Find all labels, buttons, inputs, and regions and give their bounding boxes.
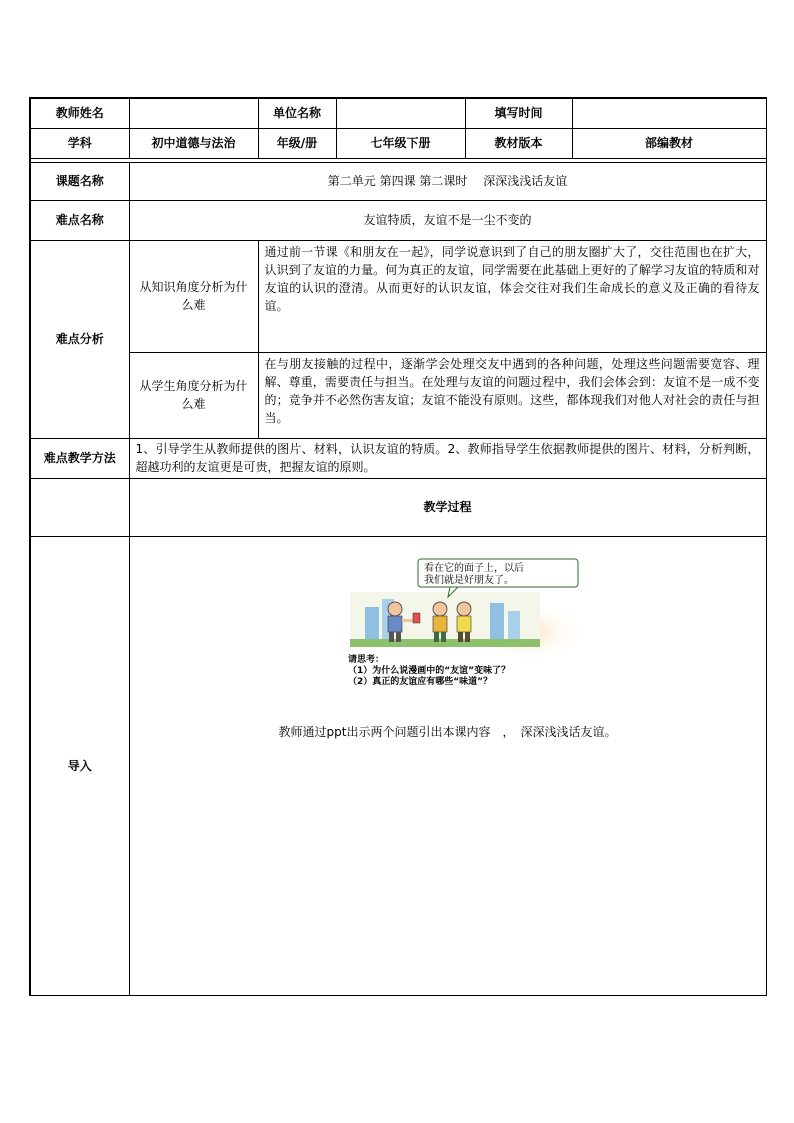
process-label-empty bbox=[30, 478, 129, 536]
process-title: 教学过程 bbox=[129, 478, 766, 536]
analysis-label: 难点分析 bbox=[30, 240, 129, 438]
question-1: （1）为什么说漫画中的“友谊”变味了？ bbox=[347, 665, 510, 676]
question-2: （2）真正的友谊应有哪些“味道”？ bbox=[347, 676, 492, 687]
cartoon-illustration bbox=[340, 557, 580, 687]
topic-value: 第二单元 第四课 第二课时 深深浅浅话友谊 bbox=[129, 162, 766, 200]
difficulty-value: 友谊特质，友谊不是一尘不变的 bbox=[129, 200, 766, 240]
building-4 bbox=[508, 611, 520, 642]
row-analysis-student bbox=[30, 352, 766, 438]
subject-value: 初中道德与法治 bbox=[129, 128, 258, 158]
row-difficulty bbox=[30, 200, 766, 240]
grade-value: 七年级下册 bbox=[336, 128, 465, 158]
unit-name-label: 单位名称 bbox=[258, 98, 336, 128]
student-angle-label: 从学生角度分析为什么难 bbox=[129, 352, 258, 438]
bubble-text-line-1: 看在它的面子上，以后 bbox=[423, 562, 524, 574]
unit-name-value[interactable] bbox=[336, 98, 465, 128]
row-teacher-info bbox=[30, 98, 766, 128]
knowledge-angle-label: 从知识角度分析为什么难 bbox=[129, 240, 258, 352]
think-label: 请思考： bbox=[347, 654, 384, 665]
row-intro bbox=[30, 536, 766, 995]
gift-card bbox=[413, 613, 420, 623]
row-subject-info bbox=[30, 128, 766, 158]
row-method bbox=[30, 438, 766, 478]
edition-label: 教材版本 bbox=[465, 128, 572, 158]
row-process bbox=[30, 478, 766, 536]
row-topic bbox=[30, 162, 766, 200]
lesson-plan-table bbox=[29, 97, 767, 996]
method-value: 1、引导学生从教师提供的图片、材料，认识友谊的特质。2、教师指导学生依据教师提供的图片、材料，分析判断，超越功利的友谊更是可贵，把握友谊的原则。 bbox=[129, 438, 766, 478]
fill-time-value[interactable] bbox=[572, 98, 766, 128]
fill-time-label: 填写时间 bbox=[465, 98, 572, 128]
method-label: 难点教学方法 bbox=[30, 438, 129, 478]
knowledge-angle-text: 通过前一节课《和朋友在一起》，同学说意识到了自己的朋友圈扩大了，交往范围也在扩大，认识到了友谊的力量。何为真正的友谊，同学需要在此基础上更好的了解学习友谊的特质和对友谊的认识的澄清。从而更好的认识友谊，体会交往对我们生命成长的意义及正确的看待友谊。 bbox=[258, 240, 766, 352]
building-1 bbox=[365, 607, 379, 642]
topic-label: 课题名称 bbox=[30, 162, 129, 200]
intro-caption: 教师通过ppt出示两个问题引出本课内容 ， 深深浅浅话友谊。 bbox=[278, 724, 617, 739]
row-analysis-knowledge bbox=[30, 240, 766, 352]
speech-bubble bbox=[418, 559, 578, 597]
intro-illustration-area bbox=[130, 537, 766, 992]
bubble-text-line-2: 我们就是好朋友了。 bbox=[423, 574, 514, 586]
difficulty-label: 难点名称 bbox=[30, 200, 129, 240]
grade-label: 年级/册 bbox=[258, 128, 336, 158]
teacher-name-value[interactable] bbox=[129, 98, 258, 128]
subject-label: 学科 bbox=[30, 128, 129, 158]
intro-content bbox=[129, 536, 766, 995]
building-3 bbox=[490, 603, 504, 642]
lesson-plan-sheet bbox=[29, 97, 765, 996]
edition-value: 部编教材 bbox=[572, 128, 766, 158]
teacher-name-label: 教师姓名 bbox=[30, 98, 129, 128]
intro-label: 导入 bbox=[30, 536, 129, 995]
student-angle-text: 在与朋友接触的过程中，逐渐学会处理交友中遇到的各种问题，处理这些问题需要宽容、理解、尊重，需要责任与担当。在处理与友谊的问题过程中，我们会体会到：友谊不是一成不变的；竞争并不必然伤害友谊；友谊不能没有原则。这些，都体现我们对他人对社会的责任与担当。 bbox=[258, 352, 766, 438]
